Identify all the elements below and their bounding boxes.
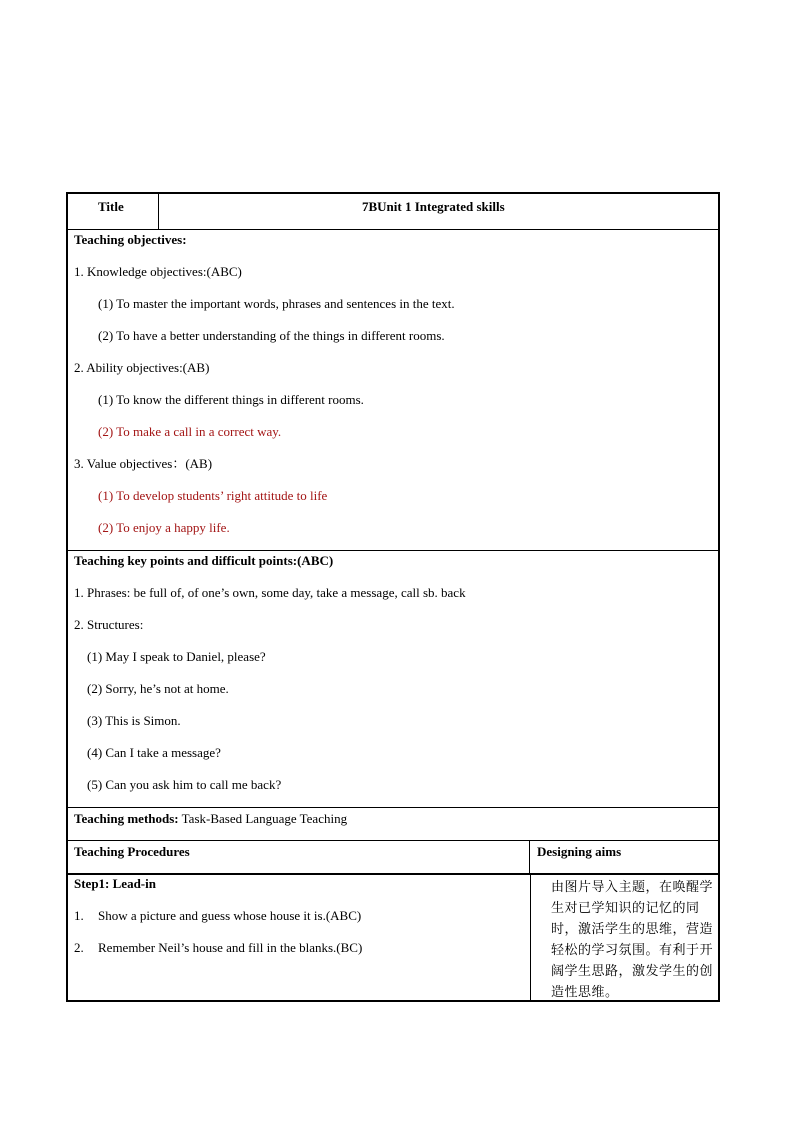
- methods-value: Task-Based Language Teaching: [178, 811, 348, 826]
- step1-item-1: Show a picture and guess whose house it is.(ABC): [98, 908, 362, 923]
- knowledge-objectives: 1. Knowledge objectives:(ABC): [74, 264, 242, 279]
- procedures-divider: [529, 841, 530, 873]
- title-row: [68, 194, 718, 230]
- aims-label: Designing aims: [537, 844, 622, 859]
- ability-item-1: (1) To know the different things in different rooms.: [98, 392, 364, 407]
- ability-objectives: 2. Ability objectives:(AB): [74, 360, 210, 375]
- title-value: 7BUnit 1 Integrated skills: [362, 199, 505, 214]
- value-item-2: (2) To enjoy a happy life.: [98, 520, 230, 535]
- step1-item-1-number: 1.: [74, 908, 84, 923]
- structure-item-2: (2) Sorry, he’s not at home.: [87, 681, 229, 696]
- title-label: Title: [98, 199, 124, 214]
- knowledge-item-1: (1) To master the important words, phrases and sentences in the text.: [98, 296, 455, 311]
- methods-label: Teaching methods:: [74, 811, 179, 826]
- methods-row: [68, 808, 718, 841]
- procedures-label: Teaching Procedures: [74, 844, 190, 859]
- value-item-1: (1) To develop students’ right attitude to life: [98, 488, 328, 503]
- structure-item-4: (4) Can I take a message?: [87, 745, 221, 760]
- value-objectives: 3. Value objectives：(AB): [74, 456, 213, 471]
- step1-aims-cell: [531, 875, 718, 1000]
- step1-aims-text: 由图片导入主题，在唤醒学生对已学知识的记忆的同时，激活学生的思维，营造轻松的学习氛围。有利于开阔学生思路，激发学生的创造性思维。: [551, 880, 714, 1000]
- lesson-plan-table: [66, 192, 720, 1002]
- objectives-heading: Teaching objectives:: [74, 232, 187, 247]
- structure-item-3: (3) This is Simon.: [87, 713, 181, 728]
- step1-heading: Step1: Lead-in: [74, 876, 156, 891]
- step1-row: [68, 874, 718, 1000]
- structures-label: 2. Structures:: [74, 617, 144, 632]
- methods-line: [74, 811, 347, 827]
- procedures-header-row: [68, 841, 718, 874]
- keypoints-section: [68, 551, 718, 808]
- structure-item-1: (1) May I speak to Daniel, please?: [87, 649, 266, 664]
- title-divider: [158, 194, 159, 229]
- objectives-section: [68, 230, 718, 551]
- structure-item-5: (5) Can you ask him to call me back?: [87, 777, 282, 792]
- step1-item-2: Remember Neil’s house and fill in the blanks.(BC): [98, 940, 363, 955]
- step1-item-2-number: 2.: [74, 940, 84, 955]
- phrases-line: 1. Phrases: be full of, of one’s own, some day, take a message, call sb. back: [74, 585, 466, 600]
- knowledge-item-2: (2) To have a better understanding of the things in different rooms.: [98, 328, 445, 343]
- ability-item-2: (2) To make a call in a correct way.: [98, 424, 282, 439]
- keypoints-heading: Teaching key points and difficult points:(ABC): [74, 553, 334, 568]
